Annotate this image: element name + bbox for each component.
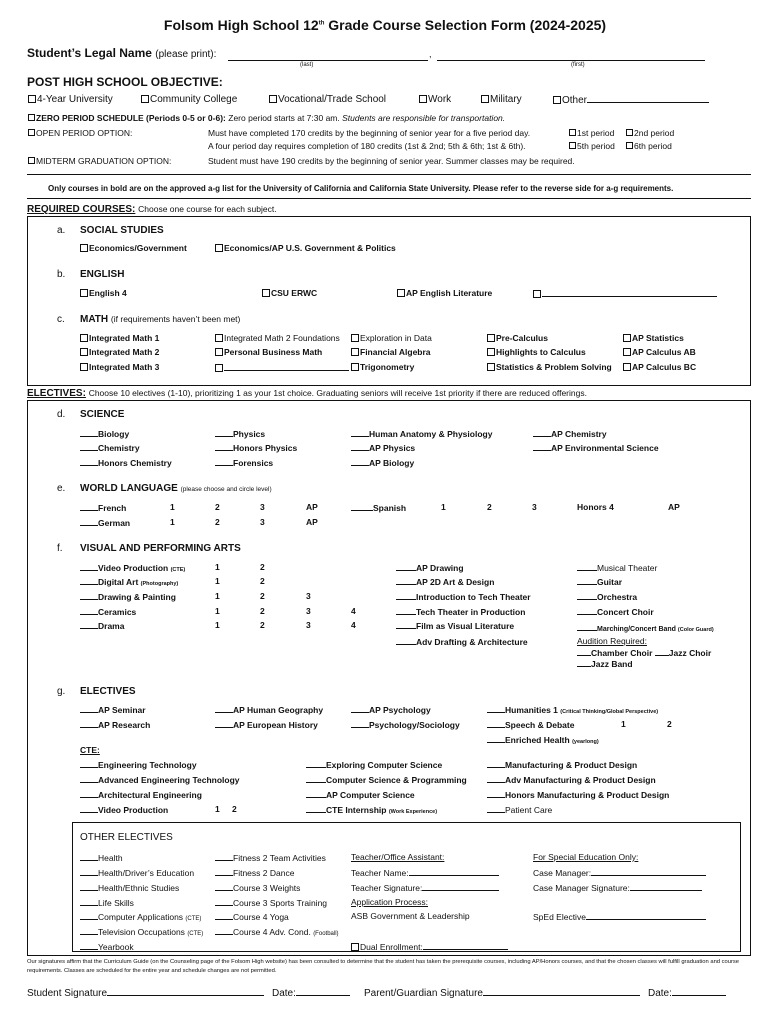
elective-option[interactable]: Fitness 2 Dance	[215, 867, 294, 878]
page-title: Folsom High School 12th Grade Course Selection Form (2024-2025)	[163, 17, 607, 33]
elective-option[interactable]: Chamber Choir Jazz Choir	[577, 647, 711, 658]
english-title: ENGLISH	[80, 269, 125, 280]
course-option[interactable]: Integrated Math 2 Foundations	[215, 333, 340, 343]
elective-option[interactable]: Guitar	[577, 576, 622, 587]
period-1[interactable]: 1st period	[569, 128, 614, 138]
elective-option[interactable]: Patient Care	[487, 804, 552, 815]
checkbox[interactable]	[569, 142, 576, 149]
checkbox[interactable]	[419, 95, 427, 103]
elective-option[interactable]: Film as Visual Literature	[396, 620, 514, 631]
elective-option[interactable]: Musical Theater	[577, 562, 657, 573]
letter-c: c.	[57, 314, 65, 325]
level[interactable]: 2	[260, 562, 265, 572]
divider	[27, 198, 751, 199]
divider	[27, 174, 751, 175]
open-period-text1: Must have completed 170 credits by the beginning of senior year for a five period day.	[208, 128, 531, 138]
elective-option[interactable]: Human Anatomy & Physiology	[351, 428, 492, 439]
case-manager-signature-field[interactable]: Case Manager Signature:	[533, 882, 702, 893]
course-option[interactable]: Economics/AP U.S. Government & Politics	[215, 243, 396, 253]
letter-d: d.	[57, 409, 66, 420]
elective-option[interactable]: Course 3 Weights	[215, 882, 300, 893]
checkbox[interactable]	[80, 289, 88, 297]
student-name-row: Student’s Legal Name (please print):	[27, 46, 217, 60]
level[interactable]: 2	[260, 591, 265, 601]
language-title: WORLD LANGUAGE (please choose and circle level)	[80, 483, 272, 494]
elective-option[interactable]: Course 4 Yoga	[215, 911, 289, 922]
checkbox[interactable]	[28, 129, 35, 136]
level[interactable]: AP	[306, 502, 318, 512]
course-option[interactable]: Financial Algebra	[351, 347, 431, 357]
sped-elective-field[interactable]: SpEd Elective	[533, 911, 706, 922]
course-option[interactable]: Integrated Math 3	[80, 362, 159, 372]
checkbox[interactable]	[28, 157, 35, 164]
level[interactable]: 2	[260, 606, 265, 616]
course-option-write-in[interactable]	[533, 288, 717, 299]
objective-option[interactable]: Vocational/Trade School	[269, 94, 386, 105]
elective-option[interactable]: AP Biology	[351, 457, 414, 468]
application-title: Application Process:	[351, 897, 429, 907]
dual-enrollment-field[interactable]: Dual Enrollment:	[351, 941, 508, 952]
elective-option[interactable]: Tech Theater in Production	[396, 606, 525, 617]
level[interactable]: 1	[170, 517, 175, 527]
checkbox[interactable]	[487, 363, 495, 371]
elective-option[interactable]: Digital Art (Photography)	[80, 576, 178, 587]
elective-option[interactable]: AP 2D Art & Design	[396, 576, 494, 587]
level[interactable]: 1	[215, 576, 220, 586]
course-option[interactable]: AP English Literature	[397, 288, 492, 298]
required-heading: REQUIRED COURSES: Choose one course for each subject.	[27, 204, 277, 215]
elective-option[interactable]: Marching/Concert Band (Color Guard)	[577, 622, 714, 633]
objective-option[interactable]: Community College	[141, 94, 237, 105]
checkbox[interactable]	[351, 363, 359, 371]
checkbox[interactable]	[351, 943, 359, 951]
elective-option[interactable]: Course 3 Sports Training	[215, 897, 327, 908]
checkbox[interactable]	[626, 129, 633, 136]
level[interactable]: 3	[532, 502, 537, 512]
checkbox[interactable]	[262, 289, 270, 297]
checkbox[interactable]	[215, 334, 223, 342]
sped-title: For Special Education Only:	[533, 852, 639, 862]
level[interactable]: 2	[260, 620, 265, 630]
elective-option[interactable]: Yearbook	[80, 941, 134, 952]
social-studies-title: SOCIAL STUDIES	[80, 225, 164, 236]
elective-option[interactable]: Honors Chemistry	[80, 457, 172, 468]
elective-option[interactable]: Course 4 Adv. Cond. (Football)	[215, 926, 339, 937]
course-option[interactable]: Pre-Calculus	[487, 333, 548, 343]
checkbox[interactable]	[626, 142, 633, 149]
checkbox[interactable]	[28, 114, 35, 121]
checkbox[interactable]	[269, 95, 277, 103]
ta-signature-field[interactable]: Teacher Signature:	[351, 882, 499, 893]
level[interactable]: 2	[215, 517, 220, 527]
letter-f: f.	[57, 543, 63, 554]
checkbox[interactable]	[553, 96, 561, 104]
level[interactable]: 2	[487, 502, 492, 512]
checkbox[interactable]	[80, 244, 88, 252]
elective-option[interactable]: AP Research	[80, 719, 150, 730]
asb-label: ASB Government & Leadership	[351, 911, 470, 921]
elective-option[interactable]: Health	[80, 852, 123, 863]
elective-option[interactable]: Video Production (CTE)	[80, 562, 185, 573]
zero-period-row: ZERO PERIOD SCHEDULE (Periods 0-5 or 0-6): Zero period starts at 7:30 am. Students are responsible for transportation.	[28, 113, 505, 123]
elective-option[interactable]: Honors Physics	[215, 442, 297, 453]
elective-option[interactable]: Physics	[215, 428, 265, 439]
level[interactable]: Honors 4	[577, 502, 614, 512]
level[interactable]: 2	[260, 576, 265, 586]
elective-option[interactable]: Concert Choir	[577, 606, 654, 617]
elective-option[interactable]: Ceramics	[80, 606, 136, 617]
general-electives-title: ELECTIVES	[80, 686, 136, 697]
course-option[interactable]: AP Statistics	[623, 333, 684, 343]
course-option-write-in[interactable]	[215, 362, 349, 373]
elective-option[interactable]: German	[80, 517, 130, 528]
elective-option[interactable]: Psychology/Sociology	[351, 719, 460, 730]
objective-option[interactable]: Military	[481, 94, 522, 105]
elective-option[interactable]: AP Seminar	[80, 704, 146, 715]
case-manager-field[interactable]: Case Manager:	[533, 867, 706, 878]
level[interactable]: AP	[668, 502, 680, 512]
elective-option[interactable]: Humanities 1 (Critical Thinking/Global Perspective)	[487, 704, 658, 715]
science-title: SCIENCE	[80, 409, 125, 420]
level[interactable]: 1	[215, 804, 220, 814]
course-option[interactable]: AP Calculus BC	[623, 362, 696, 372]
letter-g: g.	[57, 686, 66, 697]
elective-option[interactable]: Enriched Health (yearlong)	[487, 734, 599, 745]
elective-option[interactable]: Health/Ethnic Studies	[80, 882, 179, 893]
midterm-text: Student must have 190 credits by the beginning of senior year. Summer classes may be required.	[208, 156, 575, 166]
checkbox[interactable]	[487, 334, 495, 342]
checkbox[interactable]	[215, 364, 223, 372]
elective-option[interactable]: French	[80, 502, 126, 513]
required-box	[27, 216, 751, 386]
elective-option[interactable]: Architectural Engineering	[80, 789, 202, 800]
level[interactable]: 2	[232, 804, 237, 814]
level[interactable]: 3	[306, 606, 311, 616]
elective-option[interactable]: Health/Driver’s Education	[80, 867, 194, 878]
elective-option[interactable]: Introduction to Tech Theater	[396, 591, 531, 602]
elective-option[interactable]: Drama	[80, 620, 124, 631]
name-comma: ,	[429, 49, 432, 59]
level[interactable]: 1	[215, 620, 220, 630]
elective-option[interactable]: Chemistry	[80, 442, 140, 453]
level[interactable]: 1	[215, 591, 220, 601]
checkbox[interactable]	[623, 334, 631, 342]
elective-option[interactable]: Life Skills	[80, 897, 134, 908]
objective-heading: POST HIGH SCHOOL OBJECTIVE:	[27, 75, 223, 89]
course-option[interactable]: AP Calculus AB	[623, 347, 696, 357]
elective-option[interactable]: Advanced Engineering Technology	[80, 774, 240, 785]
checkbox[interactable]	[141, 95, 149, 103]
ta-title: Teacher/Office Assistant:	[351, 852, 445, 862]
course-option[interactable]: Economics/Government	[80, 243, 187, 253]
last-caption: (last)	[300, 62, 314, 68]
elective-option[interactable]: AP Human Geography	[215, 704, 323, 715]
checkbox[interactable]	[80, 363, 88, 371]
level[interactable]: 1	[170, 502, 175, 512]
course-option[interactable]: Integrated Math 2	[80, 347, 159, 357]
level[interactable]: AP	[306, 517, 318, 527]
elective-option[interactable]: Computer Science & Programming	[306, 774, 467, 785]
course-option[interactable]: Integrated Math 1	[80, 333, 159, 343]
elective-option[interactable]: Manufacturing & Product Design	[487, 759, 637, 770]
parent-date-field[interactable]: Date:	[648, 987, 726, 999]
course-option[interactable]: Statistics & Problem Solving	[487, 362, 612, 372]
level[interactable]: 3	[306, 591, 311, 601]
a-g-notice: Only courses in bold are on the approved a-g list for the University of California and California State University. Please refer to the reverse side for a-g requirements.	[48, 184, 674, 193]
elective-option[interactable]: Adv Drafting & Architecture	[396, 636, 528, 647]
level[interactable]: 1	[441, 502, 446, 512]
student-date-field[interactable]: Date:	[272, 987, 350, 999]
objective-option[interactable]: Work	[419, 94, 451, 105]
midterm-label: MIDTERM GRADUATION OPTION:	[28, 156, 171, 166]
period-6[interactable]: 6th period	[626, 141, 672, 151]
elective-option[interactable]: AP Environmental Science	[533, 442, 659, 453]
period-5[interactable]: 5th period	[569, 141, 615, 151]
open-period-label: OPEN PERIOD OPTION:	[28, 128, 132, 138]
elective-option[interactable]: Adv Manufacturing & Product Design	[487, 774, 656, 785]
period-2[interactable]: 2nd period	[626, 128, 674, 138]
level[interactable]: 1	[215, 606, 220, 616]
course-option[interactable]: Exploration in Data	[351, 333, 432, 343]
electives-heading: ELECTIVES: Choose 10 electives (1-10), prioritizing 1 as your 1st choice. Graduating seniors will receive 1st priority if there are reduced offerings.	[27, 388, 587, 399]
course-option[interactable]: CSU ERWC	[262, 288, 317, 298]
checkbox[interactable]	[215, 348, 223, 356]
first-name-field[interactable]	[437, 60, 705, 61]
elective-option[interactable]: Computer Applications (CTE)	[80, 911, 201, 922]
checkbox[interactable]	[80, 334, 88, 342]
footer-note: Our signatures affirm that the Curriculum Guide (on the Counseling page of the Folsom High website) has been consulted to determine that the student has taken the prerequisite courses, including AP/Honors courses, and that the chosen classes will fulfill graduation and course requirements. Classes are scheduled for the entire year and schedule changes are not permitted.	[27, 959, 740, 974]
elective-option[interactable]: Orchestra	[577, 591, 637, 602]
vapa-title: VISUAL AND PERFORMING ARTS	[80, 543, 241, 554]
elective-option[interactable]: AP European History	[215, 719, 318, 730]
elective-option[interactable]: Fitness 2 Team Activities	[215, 852, 326, 863]
level[interactable]: 1	[621, 719, 626, 729]
other-field[interactable]	[587, 94, 709, 103]
checkbox[interactable]	[351, 348, 359, 356]
elective-option[interactable]: Engineering Technology	[80, 759, 197, 770]
cte-label: CTE:	[80, 745, 100, 755]
elective-option[interactable]: Biology	[80, 428, 129, 439]
elective-option[interactable]: Jazz Band	[577, 658, 633, 669]
objective-option-other[interactable]: Other	[553, 94, 709, 106]
ta-name-field[interactable]: Teacher Name:	[351, 867, 499, 878]
elective-option[interactable]: Television Occupations (CTE)	[80, 926, 203, 937]
elective-option[interactable]: AP Computer Science	[306, 789, 415, 800]
student-signature-field[interactable]: Student Signature	[27, 987, 264, 999]
other-electives-title: OTHER ELECTIVES	[80, 832, 173, 843]
checkbox[interactable]	[351, 334, 359, 342]
objective-option[interactable]: 4-Year University	[28, 94, 113, 105]
level[interactable]: 3	[306, 620, 311, 630]
elective-option[interactable]: Forensics	[215, 457, 273, 468]
checkbox[interactable]	[481, 95, 489, 103]
checkbox[interactable]	[623, 348, 631, 356]
elective-option[interactable]: AP Drawing	[396, 562, 464, 573]
elective-option[interactable]: Drawing & Painting	[80, 591, 176, 602]
last-name-field[interactable]	[228, 60, 428, 61]
elective-option[interactable]: CTE Internship (Work Experience)	[306, 804, 437, 815]
level[interactable]: 2	[215, 502, 220, 512]
level[interactable]: 3	[260, 502, 265, 512]
math-title: MATH (if requirements haven’t been met)	[80, 314, 241, 325]
open-period-text2: A four period day requires completion of 180 credits (1st & 2nd; 5th & 6th; 1st & 6th).	[208, 141, 526, 151]
checkbox[interactable]	[623, 363, 631, 371]
checkbox[interactable]	[487, 348, 495, 356]
checkbox[interactable]	[80, 348, 88, 356]
elective-option[interactable]: Spanish	[351, 502, 406, 513]
elective-option[interactable]: Video Production	[80, 804, 168, 815]
level[interactable]: 1	[215, 562, 220, 572]
checkbox[interactable]	[569, 129, 576, 136]
level[interactable]: 2	[667, 719, 672, 729]
elective-option[interactable]: Exploring Computer Science	[306, 759, 442, 770]
course-option[interactable]: Trigonometry	[351, 362, 414, 372]
checkbox[interactable]	[28, 95, 36, 103]
elective-option[interactable]: AP Physics	[351, 442, 415, 453]
elective-option[interactable]: Honors Manufacturing & Product Design	[487, 789, 669, 800]
letter-b: b.	[57, 269, 66, 280]
letter-a: a.	[57, 225, 66, 236]
first-caption: (first)	[571, 62, 585, 68]
checkbox[interactable]	[397, 289, 405, 297]
level[interactable]: 3	[260, 517, 265, 527]
course-option[interactable]: Personal Business Math	[215, 347, 322, 357]
checkbox[interactable]	[533, 290, 541, 298]
parent-signature-field[interactable]: Parent/Guardian Signature	[364, 987, 640, 999]
level[interactable]: 4	[351, 606, 356, 616]
elective-option[interactable]: AP Chemistry	[533, 428, 607, 439]
letter-e: e.	[57, 483, 66, 494]
level[interactable]: 4	[351, 620, 356, 630]
audition-label: Audition Required:	[577, 636, 647, 646]
course-option[interactable]: Highlights to Calculus	[487, 347, 586, 357]
elective-option[interactable]: Speech & Debate	[487, 719, 574, 730]
checkbox[interactable]	[215, 244, 223, 252]
course-option[interactable]: English 4	[80, 288, 127, 298]
elective-option[interactable]: AP Psychology	[351, 704, 431, 715]
